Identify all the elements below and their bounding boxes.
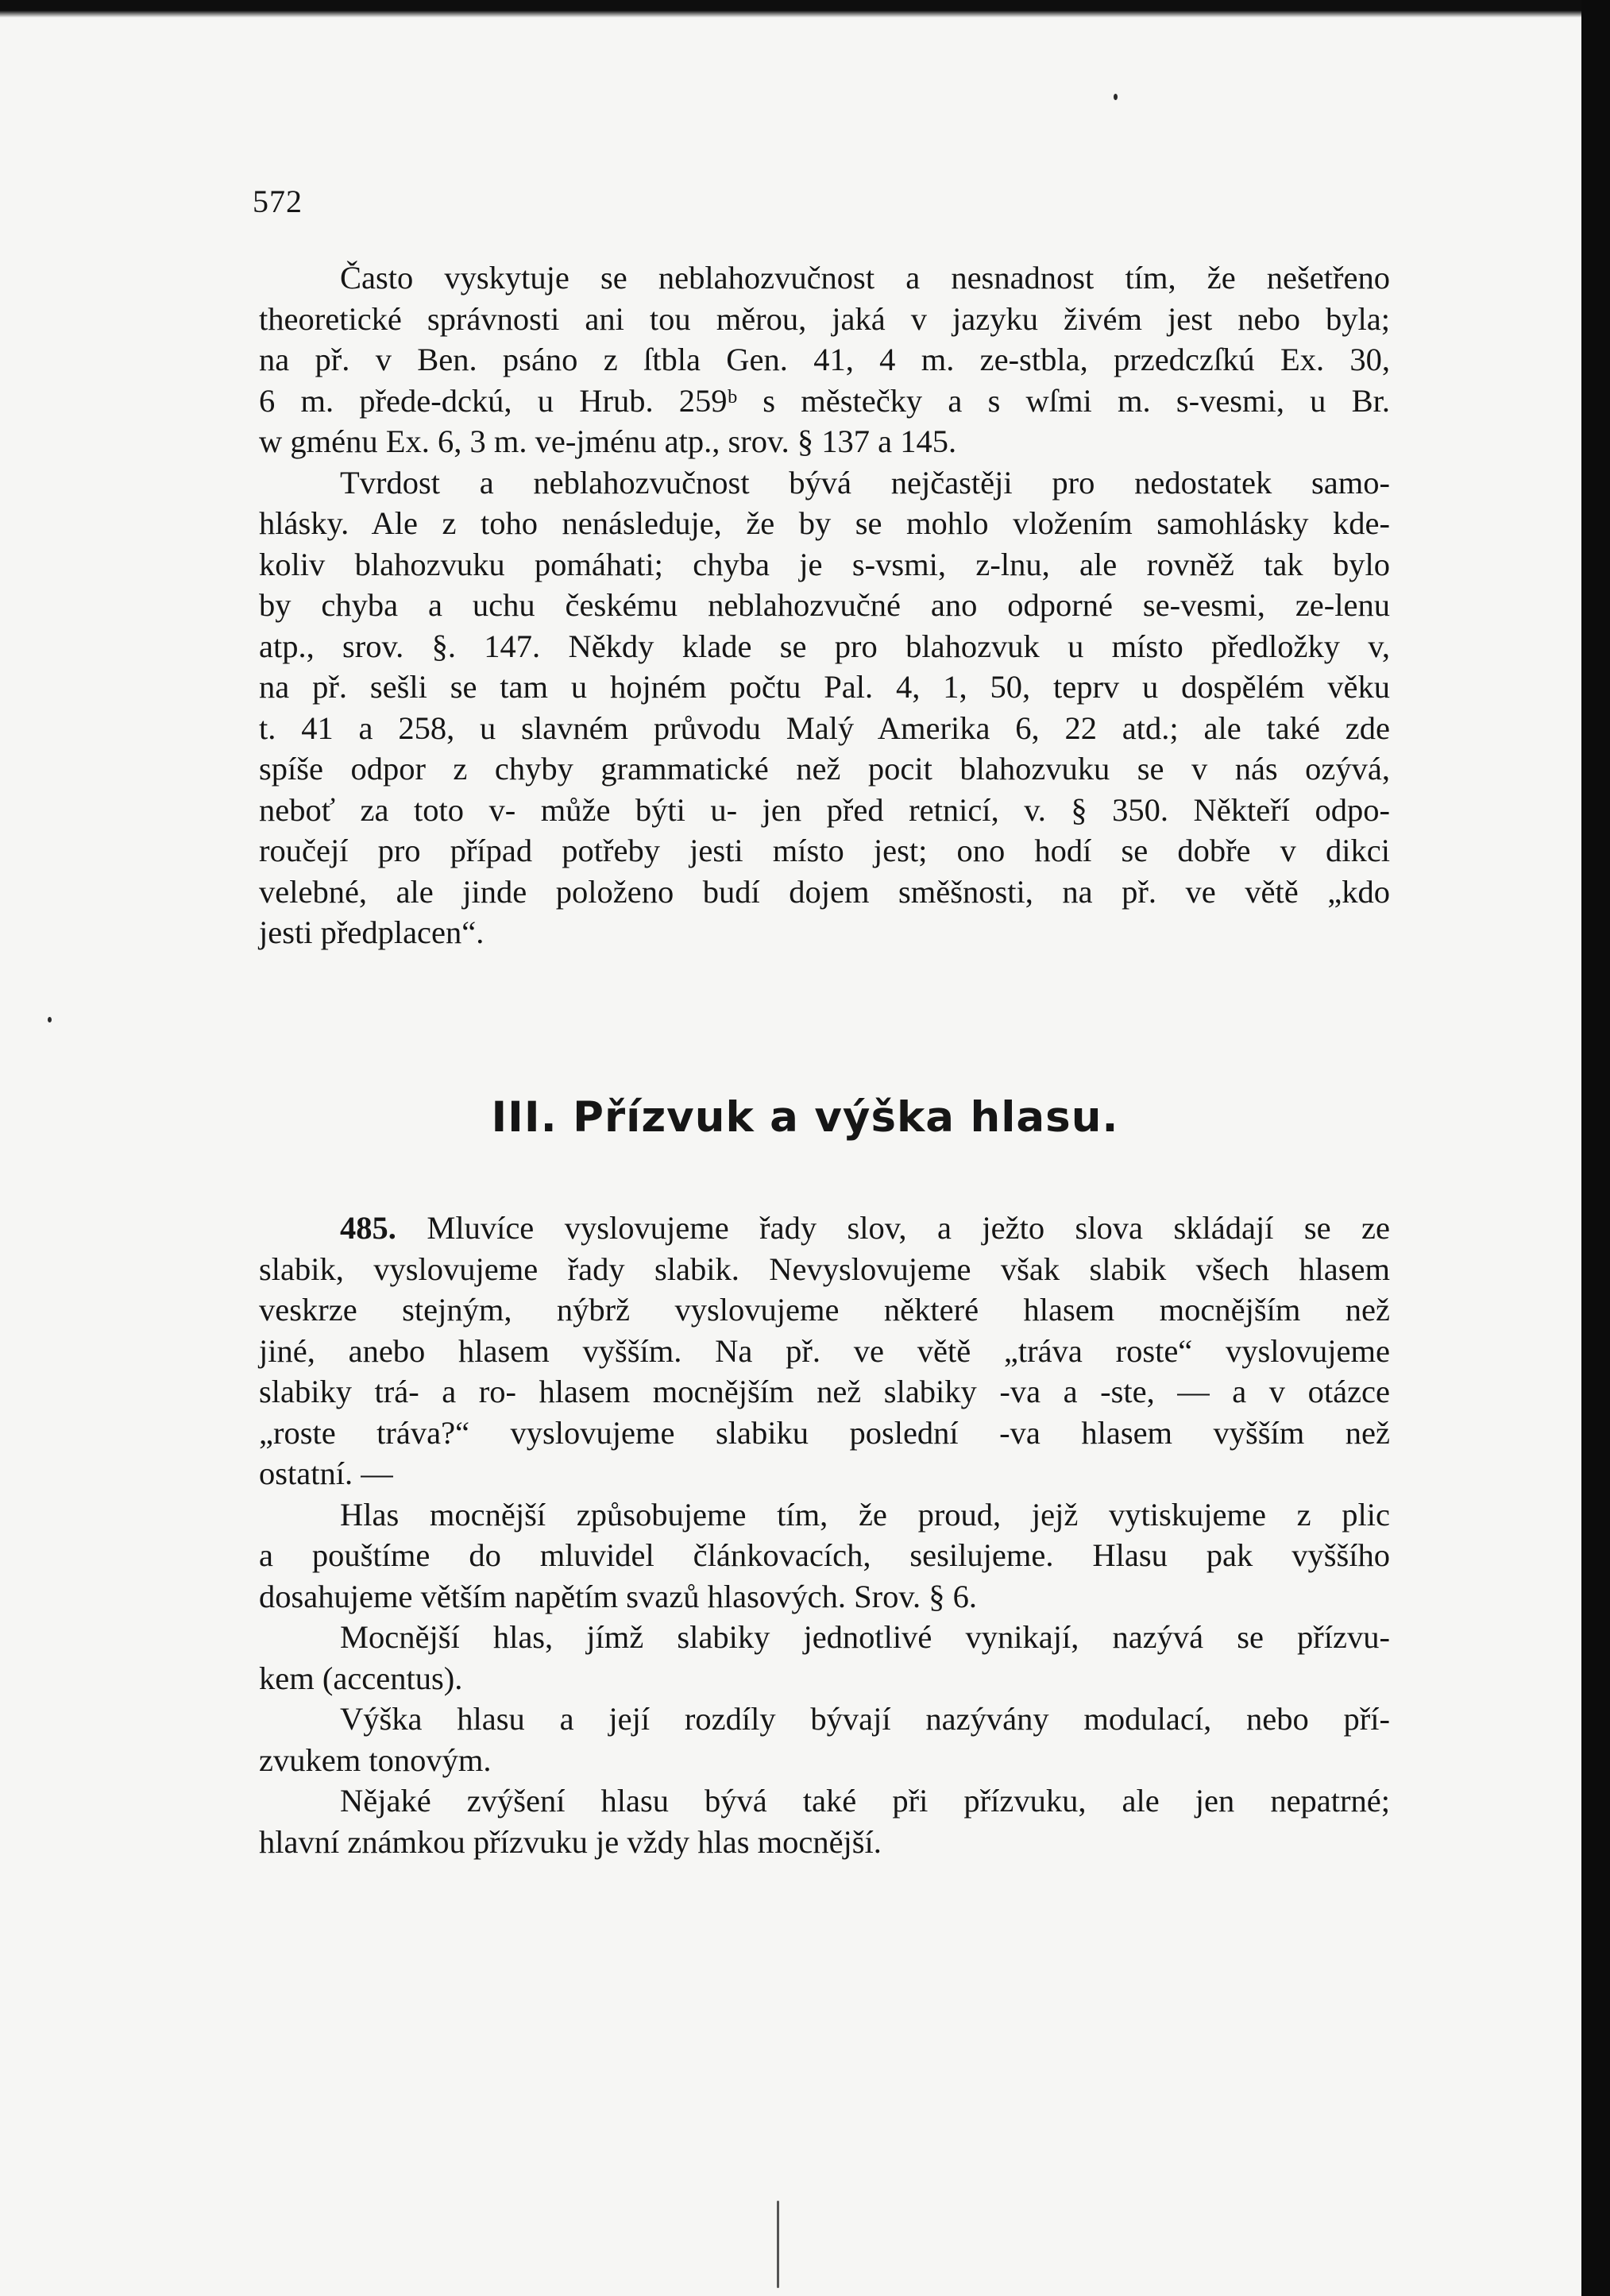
text-line: 6 m. přede-dckú, u Hrub. 259ᵇ s městečky a s wſmi m. s-vesmi, u Br.	[259, 382, 1390, 419]
text-line: a pouštíme do mluvidel článkovacích, sesilujeme. Hlasu pak vyššího	[259, 1537, 1390, 1573]
text-line: „roste tráva?“ vyslovujeme slabiku poslední -va hlasem vyšším než	[259, 1414, 1390, 1451]
text-line: spíše odpor z chyby grammatické než pocit blahozvuku se v nás ozývá,	[259, 751, 1390, 787]
text-line: na př. v Ben. psáno z ſtbla Gen. 41, 4 m. ze-stbla, przedczſkú Ex. 30,	[259, 342, 1390, 377]
text-line: Mocnější hlas, jímž slabiky jednotlivé vynikají, nazývá se přízvu-	[340, 1619, 1390, 1655]
text-line: na př. sešli se tam u hojném počtu Pal. 4, 1, 50, teprv u dospělém věku	[259, 669, 1390, 705]
text-line: jiné, anebo hlasem vyšším. Na př. ve větě „tráva roste“ vyslovujeme	[259, 1332, 1390, 1369]
paragraph-pitch-rise	[259, 1780, 1390, 1862]
paragraph-cacophony	[259, 257, 1390, 462]
text-line: velebné, ale jinde položeno budí dojem směšnosti, na př. ve větě „kdo	[259, 873, 1390, 910]
text-line: Tvrdost a neblahozvučnost bývá nejčastěji pro nedostatek samo-	[340, 464, 1390, 501]
text-line: Výška hlasu a její rozdíly bývají nazývány modulací, nebo pří-	[340, 1701, 1390, 1737]
text-line: veskrze stejným, nýbrž vyslovujeme některé hlasem mocnějším než	[259, 1292, 1390, 1328]
text-line: zvukem tonovým.	[259, 1741, 492, 1778]
text-line: Hlas mocnější způsobujeme tím, že proud, jejž vytiskujeme z plic	[340, 1496, 1390, 1533]
text-line: slabik, vyslovujeme řady slabik. Nevyslovujeme však slabik všech hlasem	[259, 1250, 1390, 1287]
text-line: t. 41 a 258, u slavném průvodu Malý Amerika 6, 22 atd.; ale také zde	[259, 709, 1390, 746]
section-first-line: Mluvíce vyslovujeme řady slov, a ježto slova skládají se ze	[427, 1210, 1390, 1246]
text-line: hlásky. Ale z toho nenásleduje, že by se mohlo vložením samohlásky kde-	[259, 505, 1390, 541]
text-line: atp., srov. §. 147. Někdy klade se pro blahozvuk u místo předložky v,	[259, 628, 1390, 664]
text-body-top	[259, 257, 1390, 953]
section-485	[259, 1208, 1390, 1494]
scan-right-edge	[1581, 0, 1610, 2296]
text-line: Často vyskytuje se neblahozvučnost a nesnadnost tím, že nešetřeno	[340, 260, 1390, 296]
text-line: hlavní známkou přízvuku je vždy hlas mocnější.	[259, 1823, 882, 1860]
text-line: roučejí pro případ potřeby jesti místo jest; ono hodí se dobře v dikci	[259, 833, 1390, 868]
text-line: kem (accentus).	[259, 1660, 463, 1696]
scan-speck	[1114, 94, 1118, 100]
text-line: by chyba a uchu českému neblahozvučné ano odporné se-vesmi, ze-lenu	[259, 587, 1390, 623]
paragraph-hardness	[259, 462, 1390, 953]
text-line: w gménu Ex. 6, 3 m. ve-jménu atp., srov. § 137 a 145.	[259, 423, 957, 459]
text-line: neboť za toto v- může býti u- jen před retnicí, v. § 350. Někteří odpo-	[259, 791, 1390, 828]
scan-speck	[777, 2201, 779, 2288]
text-line: ostatní. —	[259, 1455, 393, 1491]
text-body-bottom	[259, 1208, 1390, 1862]
paragraph-accent	[259, 1617, 1390, 1699]
paragraph-modulation	[259, 1699, 1390, 1780]
scan-speck	[48, 1017, 52, 1022]
section-number: 485.	[340, 1210, 396, 1246]
text-line	[259, 1208, 1390, 1249]
text-line: koliv blahozvuku pomáhati; chyba je s-vsmi, z-lnu, ale rovněž tak bylo	[259, 546, 1390, 582]
scan-top-edge	[0, 0, 1610, 17]
text-line: theoretické správnosti ani tou měrou, jaká v jazyku živém jest nebo byla;	[259, 300, 1390, 337]
text-line: Nějaké zvýšení hlasu bývá také při přízvuku, ale jen nepatrné;	[340, 1783, 1390, 1819]
paragraph-stronger-voice	[259, 1494, 1390, 1618]
chapter-heading: III. Přízvuk a výška hlasu.	[491, 1093, 1119, 1142]
text-line: jesti předplacen“.	[259, 914, 485, 950]
text-line: dosahujeme větším napětím svazů hlasových. Srov. § 6.	[259, 1578, 977, 1614]
page-number: 572	[253, 184, 303, 219]
text-line: slabiky trá- a ro- hlasem mocnějším než slabiky -va a -ste, — a v otázce	[259, 1374, 1390, 1409]
